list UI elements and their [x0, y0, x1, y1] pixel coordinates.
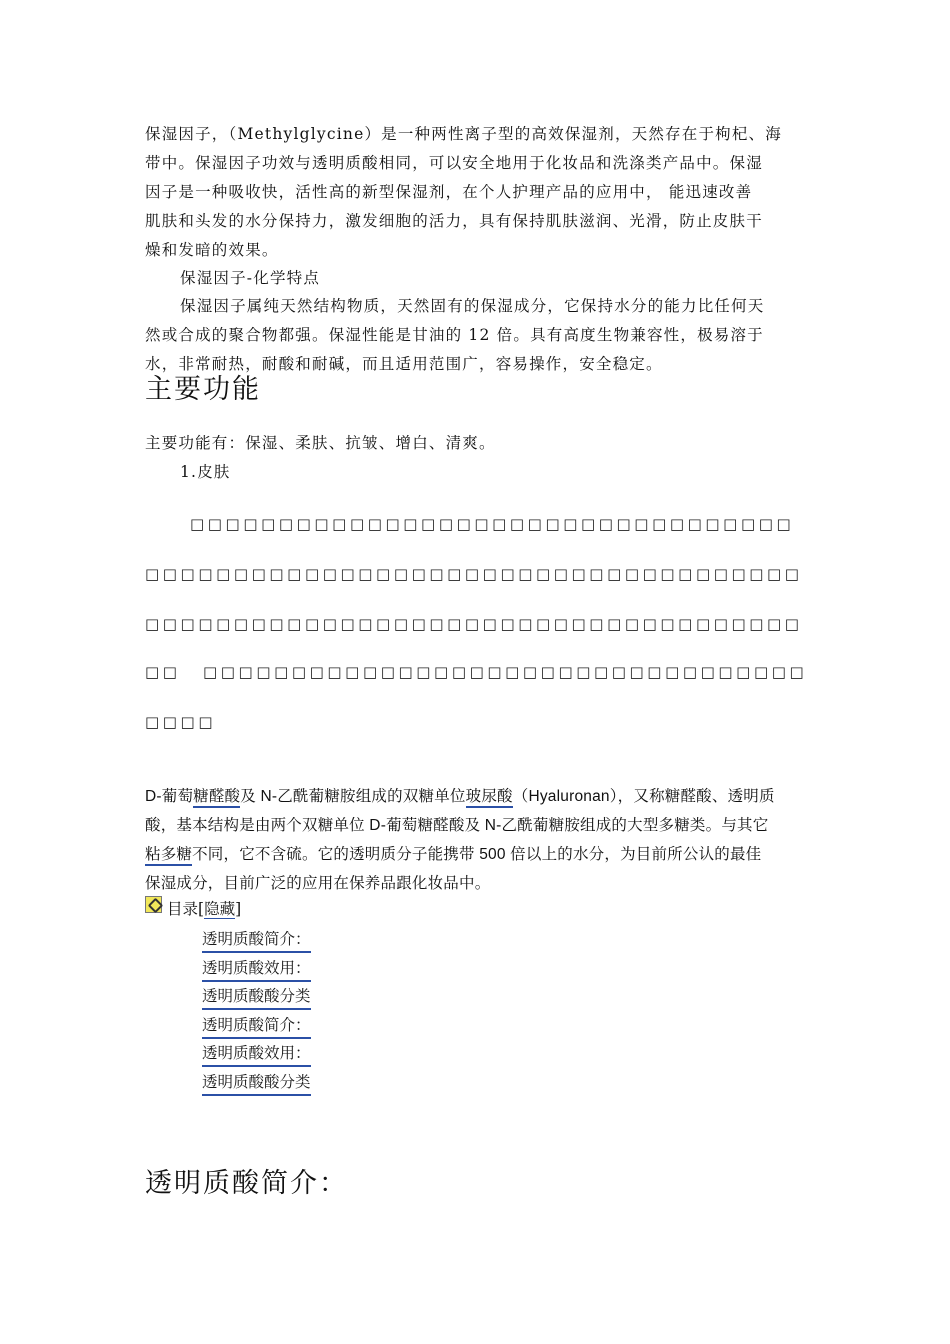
toc-item[interactable]: 透明质酸效用：: [202, 1042, 311, 1067]
toc-item[interactable]: 透明质酸酸分类: [202, 1071, 311, 1096]
main-functions-heading: 主要功能: [145, 374, 261, 405]
toc-item[interactable]: 透明质酸简介：: [202, 928, 311, 953]
toc-item[interactable]: 透明质酸效用：: [202, 957, 311, 982]
toc-icon: [145, 896, 162, 913]
garbled-line-3: □□□□□□□□□□□□□□□□□□□□□□□□□□□□□□□□□□□□□: [145, 615, 803, 633]
intro-line-2: 带中。保湿因子功效与透明质酸相同，可以安全地用于化妆品和洗涤类产品中。保湿: [145, 154, 763, 172]
garbled-line-5: □□□□: [145, 713, 217, 731]
garbled-line-4a: □□: [145, 663, 181, 681]
hyaluronan-text: 不同，它不含硫。它的透明质分子能携带 500 倍以上的水分，为目前所公认的最佳: [192, 846, 762, 863]
toc-hide-link[interactable]: 隐藏: [204, 900, 236, 918]
link-mucopolysaccharide[interactable]: 粘多糖: [145, 846, 192, 866]
hyaluronan-text: 及 N-乙酰葡糖胺组成的双糖单位: [240, 788, 466, 805]
features-line-2: 然或合成的聚合物都强。保湿性能是甘油的 12 倍。具有高度生物兼容性，极易溶于: [145, 326, 764, 344]
skin-item-label: 1.皮肤: [180, 463, 231, 481]
hyaluronan-text: D-葡萄: [145, 788, 194, 805]
chemical-features-subheading: 保湿因子-化学特点: [180, 269, 321, 287]
main-functions-summary: 主要功能有：保湿、柔肤、抗皱、增白、清爽。: [145, 434, 496, 452]
toc-bracket-close: ]: [235, 900, 242, 918]
intro-line-3: 因子是一种吸收快，活性高的新型保湿剂，在个人护理产品的应用中， 能迅速改善: [145, 183, 753, 201]
intro-line-4: 肌肤和头发的水分保持力，激发细胞的活力，具有保持肌肤滋润、光滑，防止皮肤干: [145, 212, 763, 230]
toc-item[interactable]: 透明质酸简介：: [202, 1014, 311, 1039]
toc-title-label: 目录: [167, 900, 199, 918]
garbled-line-2: □□□□□□□□□□□□□□□□□□□□□□□□□□□□□□□□□□□□□: [145, 565, 803, 583]
link-glucuronic-acid[interactable]: 糖醛酸: [193, 788, 240, 808]
features-line-3: 水，非常耐热，耐酸和耐碱，而且适用范围广，容易操作，安全稳定。: [145, 355, 663, 373]
hyaluronan-line-2: 酸，基本结构是由两个双糖单位 D-葡萄糖醛酸及 N-乙酰葡糖胺组成的大型多糖类。与其它: [145, 817, 769, 834]
hyaluronan-line-1: [145, 782, 810, 811]
intro-line-1: 保湿因子，（Methylglycine）是一种两性离子型的高效保湿剂，天然存在于枸杞、海: [145, 125, 782, 143]
hyaluronan-line-3: [145, 840, 810, 869]
features-line-1: 保湿因子属纯天然结构物质，天然固有的保湿成分，它保持水分的能力比任何天: [180, 297, 765, 315]
intro-line-5: 燥和发暗的效果。: [145, 241, 279, 259]
hyaluronan-paragraph: [145, 782, 810, 898]
toc-bracket-open: [: [198, 900, 205, 918]
toc-title: [167, 898, 241, 920]
link-hyaluronic-acid[interactable]: 玻尿酸: [466, 788, 513, 808]
hyaluronan-text: （Hyaluronan），又称糖醛酸、透明质: [512, 788, 775, 805]
toc-item[interactable]: 透明质酸酸分类: [202, 985, 311, 1010]
hyaluronan-line-4: 保湿成分，目前广泛的应用在保养品跟化妆品中。: [145, 875, 491, 892]
garbled-line-4b: □□□□□□□□□□□□□□□□□□□□□□□□□□□□□□□□□□: [203, 663, 808, 681]
hyaluronic-intro-heading: 透明质酸简介：: [145, 1168, 348, 1199]
garbled-line-1: □□□□□□□□□□□□□□□□□□□□□□□□□□□□□□□□□□: [190, 515, 795, 533]
